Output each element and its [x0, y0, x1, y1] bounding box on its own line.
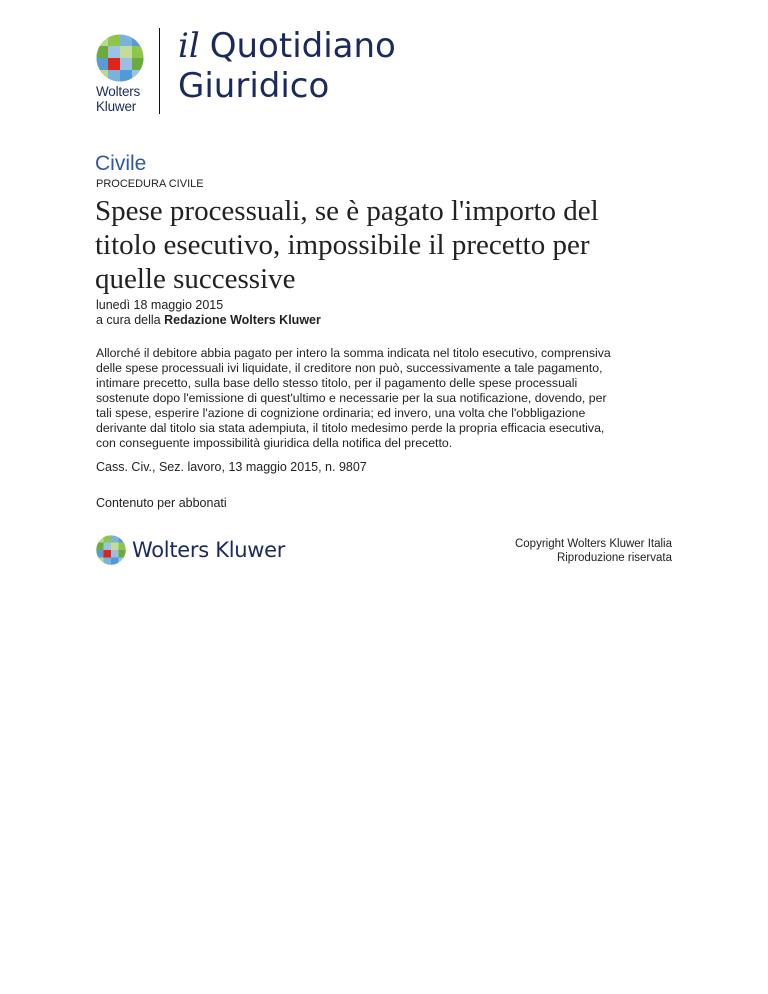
- publication-title-line2: Giuridico: [178, 66, 330, 106]
- byline-prefix: a cura della: [96, 313, 161, 327]
- copyright-notice: [515, 537, 672, 565]
- publication-title-prefix: il: [178, 26, 200, 66]
- wolters-kluwer-mosaic-icon: [96, 34, 144, 82]
- brand-word-kluwer: Kluwer: [96, 99, 137, 114]
- abstract-line: intimare precetto, sulla base dello stesso titolo, per il pagamento delle spese processuali: [96, 376, 578, 390]
- section-label: Civile: [95, 152, 147, 175]
- article-byline: [96, 313, 321, 328]
- article-date: lunedì 18 maggio 2015: [96, 298, 224, 312]
- byline-author: Redazione Wolters Kluwer: [164, 313, 321, 327]
- publication-title-quotidiano: Quotidiano: [209, 26, 396, 66]
- footer-logo: [96, 534, 296, 566]
- abstract-line: Allorché il debitore abbia pagato per intero la somma indicata nel titolo esecutivo, comprensiva: [96, 346, 611, 360]
- abstract-line: tali spese, esperire l'azione di cognizione ordinaria; ed invero, una volta che l'obbligazione: [96, 406, 586, 420]
- abstract-line: con conseguente impossibilità giuridica della notifica del precetto.: [96, 436, 453, 450]
- subscribers-note: Contenuto per abbonati: [96, 496, 227, 510]
- abstract-line: derivante dal titolo sia stata adempiuta, il titolo medesimo perde la propria efficacia esecutiva,: [96, 421, 605, 435]
- wolters-kluwer-mosaic-icon: [96, 535, 126, 565]
- brand-wordmark: [96, 84, 156, 114]
- copyright-line: Copyright Wolters Kluwer Italia: [514, 538, 672, 550]
- article-abstract: [96, 346, 696, 451]
- publication-title: [178, 26, 396, 106]
- headline-line: titolo esecutivo, impossibile il precetto per: [95, 229, 590, 261]
- abstract-line: sostenute dopo l'emissione di quest'ultimo e necessarie per la sua notificazione, dovendo, per: [96, 391, 607, 405]
- publication-title-line1: [178, 26, 396, 66]
- masthead: [96, 28, 456, 114]
- footer-logo-text: Wolters Kluwer: [132, 538, 286, 562]
- rights-reserved-line: Riproduzione riservata: [556, 552, 672, 564]
- subsection-label: PROCEDURA CIVILE: [96, 178, 204, 190]
- case-citation: Cass. Civ., Sez. lavoro, 13 maggio 2015, n. 9807: [96, 460, 367, 474]
- abstract-line: delle spese processuali ivi liquidate, il creditore non può, successivamente a tale pagamento,: [96, 361, 603, 375]
- masthead-divider: [159, 28, 160, 114]
- headline-line: quelle successive: [95, 263, 296, 295]
- headline-line: Spese processuali, se è pagato l'importo del: [95, 195, 599, 227]
- article-meta: [96, 298, 321, 328]
- article-headline: [95, 194, 695, 296]
- brand-word-wolters: Wolters: [96, 84, 141, 99]
